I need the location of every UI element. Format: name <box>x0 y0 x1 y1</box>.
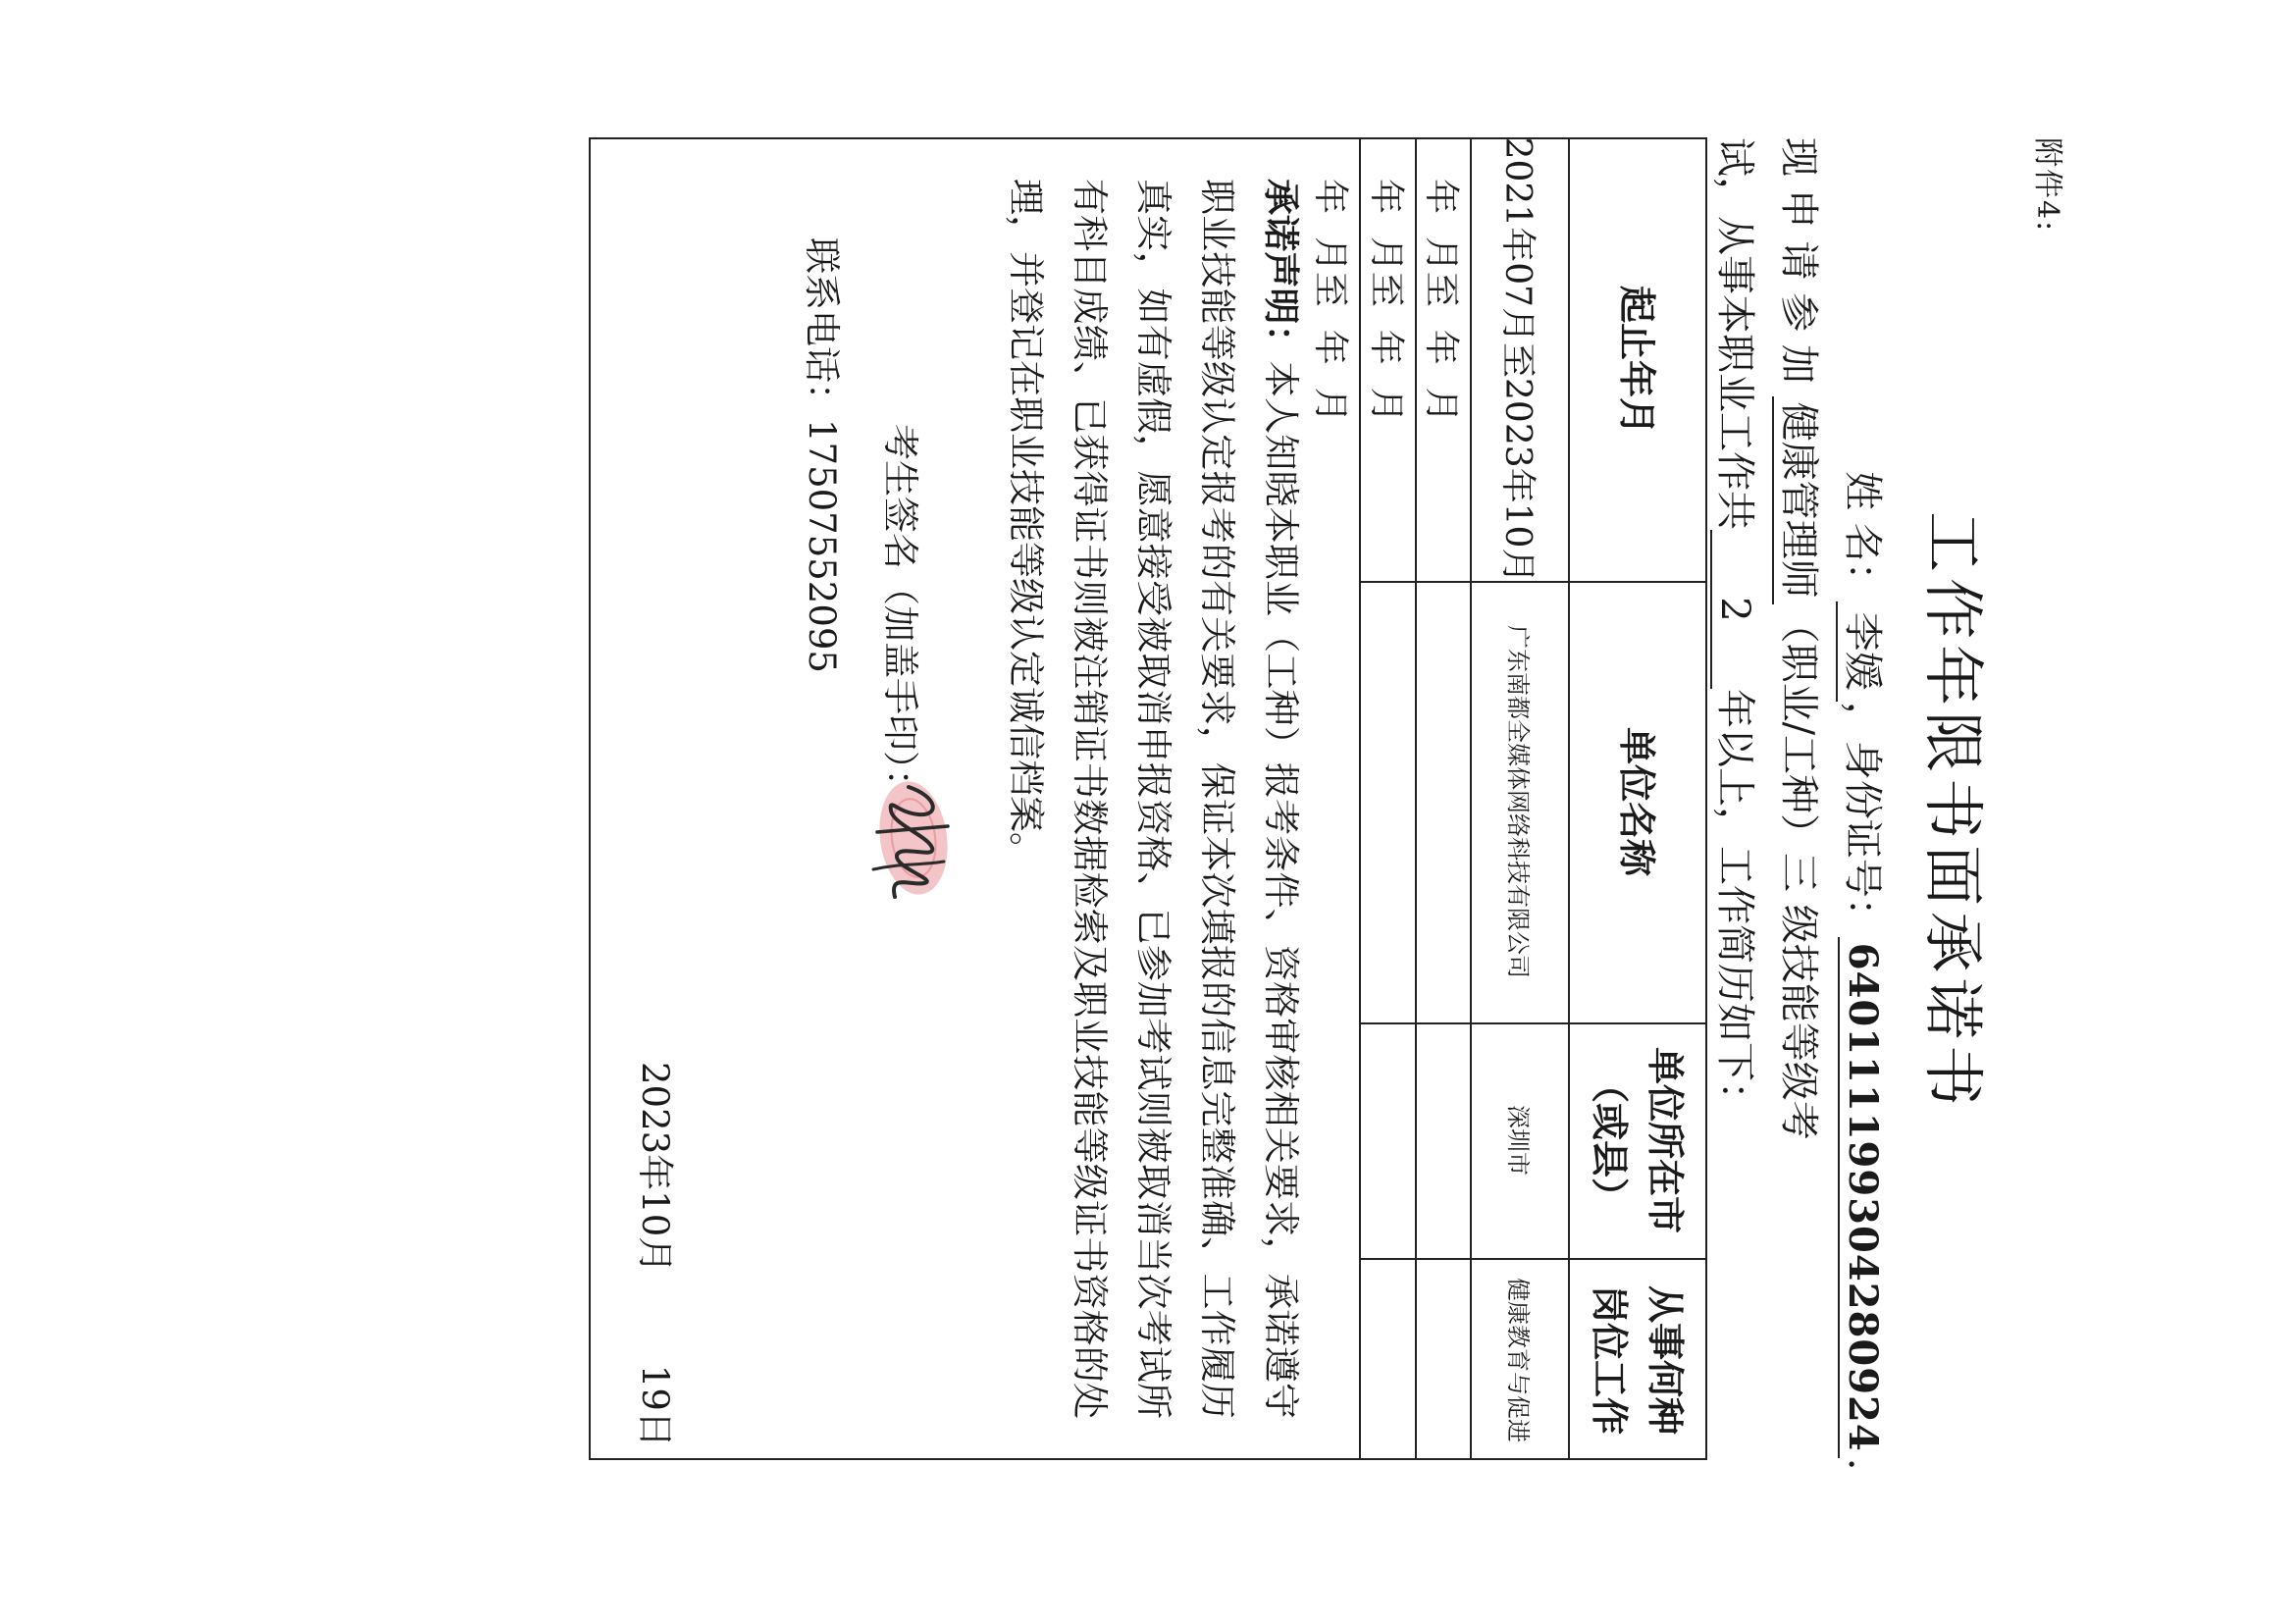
header-position-line-2: 岗位工作 <box>1588 1284 1632 1435</box>
handwritten-signature <box>856 767 967 915</box>
header-unit: 单位名称 <box>1615 726 1660 876</box>
header-position <box>1570 1258 1705 1462</box>
occupation-suffix: （职业/工种）三 级技能等级考 <box>1776 603 1821 1140</box>
date-year-month: 2023年10月 <box>634 1062 676 1274</box>
phone-number: 17507552095 <box>801 419 843 673</box>
date-day: 19日 <box>634 1364 676 1447</box>
id-number: 640111199304280924 <box>1838 937 1886 1458</box>
line3-suffix: 年以上，工作简历如下： <box>1712 689 1757 1121</box>
fingerprint-and-signature-icon <box>860 767 967 915</box>
header-location-line-1: 单位所在市 <box>1644 1046 1688 1233</box>
phone-label: 联系电话： <box>801 237 843 419</box>
header-period: 起止年月 <box>1615 285 1660 435</box>
document-title: 工作年限书面承诺书 <box>1917 510 1989 1112</box>
header-location-line-2: （或县） <box>1588 1065 1632 1215</box>
line3-prefix: 试，从事本职业工作共 <box>1712 137 1757 530</box>
row-3-period: 年 月至 年 月 <box>1366 179 1406 423</box>
occupation: 健康管理师 <box>1772 396 1830 604</box>
phone-row <box>799 237 852 673</box>
applicant-line-2 <box>1772 137 1830 1140</box>
applicant-line-3 <box>1710 137 1766 1121</box>
applicant-line-1 <box>1836 471 1894 1470</box>
row-1-location: 深圳市 <box>1504 1105 1533 1176</box>
header-location <box>1570 1022 1705 1258</box>
row-2-period: 年 月至 年 月 <box>1421 179 1462 423</box>
header-position-line-1: 从事何种 <box>1644 1284 1688 1435</box>
row-1-unit: 广东南都全媒体网络科技有限公司 <box>1504 625 1533 978</box>
row-1-position: 健康教育与促进 <box>1504 1278 1533 1442</box>
attachment-label: 附件4: <box>2030 137 2064 234</box>
pledge-text: 本人知晓本职业（工种）报考条件、资格审核相关要求，承诺遵守职业技能等级认定报考的有关要求，保证本次填报的信息完整准确、工作履历真实，如有虚假，愿意接受被取消申报资格、已参加考试则被取消当次考试所有科目成绩、已获得证书则被注销证书数据检索及职业技能等级证书资格的处理，并登记在职业技能等级认定诚信档案。 <box>1005 179 1302 1420</box>
date-row <box>632 1062 685 1447</box>
row-1-period: 2021年07月至2023年10月 <box>1497 136 1539 584</box>
id-suffix: . <box>1840 1457 1885 1471</box>
name-label: 姓 名： <box>1840 471 1885 602</box>
row-4-period: 年 月至 年 月 <box>1310 179 1351 423</box>
applicant-name: 李媛 <box>1836 602 1894 702</box>
signature-row <box>877 424 930 806</box>
work-years: 2 <box>1710 530 1757 689</box>
sign-label: 考生签名（加盖手印）： <box>879 424 921 806</box>
apply-prefix: 现 申 请 参 加 <box>1776 137 1821 384</box>
pledge-statement <box>994 179 1313 1419</box>
work-history-table <box>589 137 1707 1460</box>
pledge-heading: 承诺声明： <box>1260 179 1303 361</box>
id-label: ，身份证号： <box>1840 701 1885 937</box>
